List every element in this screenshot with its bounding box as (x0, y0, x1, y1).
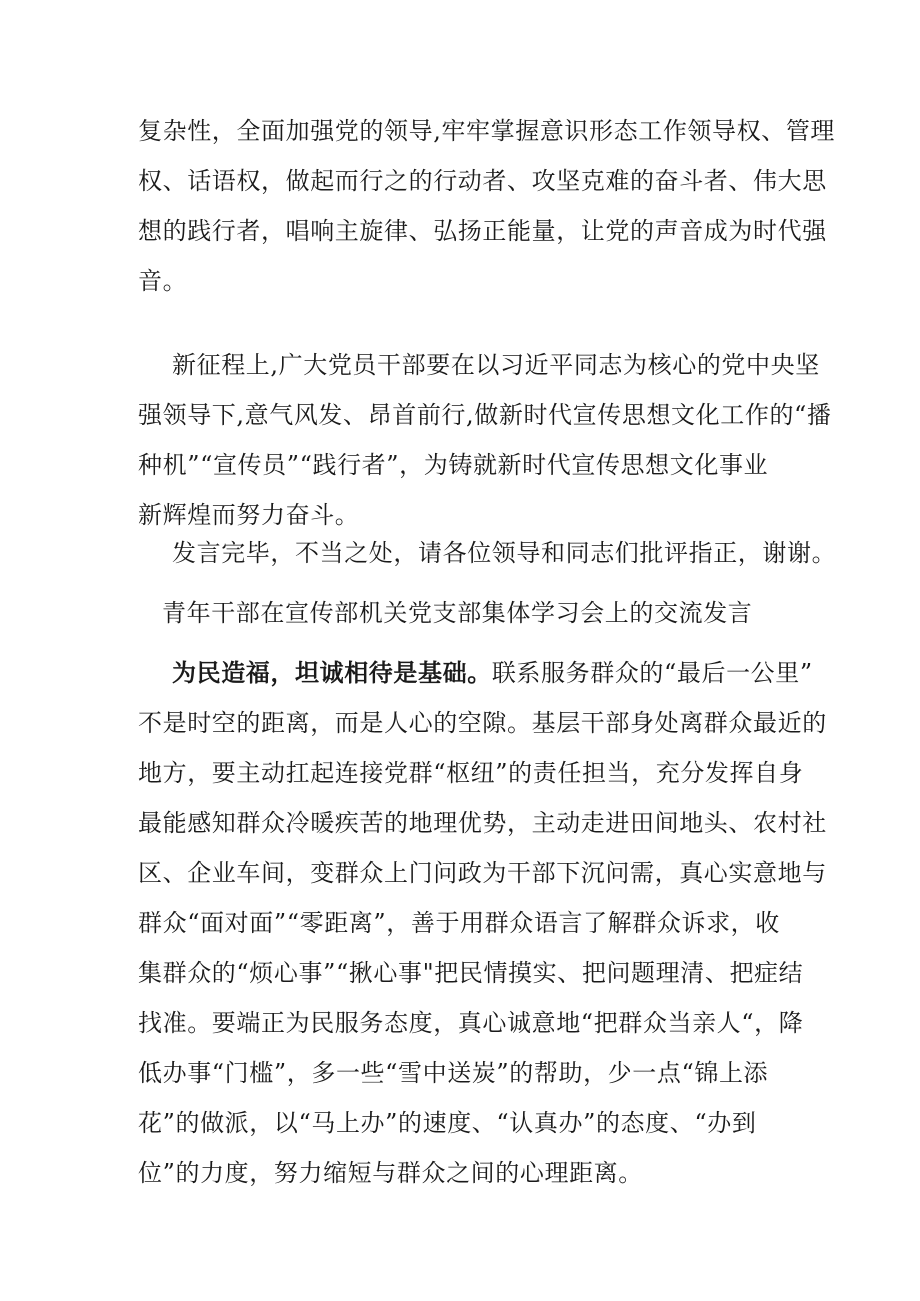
paragraph-3-line-7: 集群众的“烦心事”“揪心事"把民情摸实、把问题理清、把症结 (138, 959, 804, 987)
paragraph-2-line-2: 强领导下,意气风发、昂首前行,做新时代宣传思想文化工作的“播 (138, 401, 832, 429)
paragraph-3-line-1 (172, 658, 813, 688)
paragraph-3-line-1-rest: 联系服务群众的“最后一公里” (491, 659, 813, 687)
paragraph-3-line-8: 找准。要端正为民服务态度，真心诚意地“把群众当亲人“，降 (138, 1009, 804, 1037)
paragraph-1-line-3: 想的践行者，唱响主旋律、弘扬正能量，让党的声音成为时代强 (138, 217, 827, 245)
paragraph-3-line-2: 不是时空的距离，而是人心的空隙。基层干部身处离群众最近的 (138, 709, 827, 737)
paragraph-3-line-4: 最能感知群众冷暖疾苦的地理优势，主动走进田间地头、农村社 (138, 809, 827, 837)
paragraph-2-line-4: 新辉煌而努力奋斗。 (138, 501, 360, 529)
paragraph-3-line-3: 地方，要主动扛起连接党群“枢纽”的责任担当，充分发挥自身 (138, 759, 804, 787)
paragraph-3-line-9: 低办事“门槛”，多一些“雪中送炭”的帮助，少一点“锦上添 (138, 1059, 769, 1087)
paragraph-3-lead: 为民造福，坦诚相待是基础。 (172, 658, 492, 687)
closing-remark: 发言完毕，不当之处，请各位领导和同志们批评指正，谢谢。 (172, 539, 837, 567)
paragraph-1-line-1: 复杂性，全面加强党的领导,牢牢掌握意识形态工作领导权、管理 (138, 117, 836, 145)
paragraph-3-line-6: 群众“面对面”“零距离”，善于用群众语言了解群众诉求，收 (138, 909, 780, 937)
paragraph-2-line-3: 种机”“宣传员”“践行者”，为铸就新时代宣传思想文化事业 (138, 451, 769, 479)
paragraph-3-line-10: 花”的做派，以“马上办”的速度、“认真办”的态度、“办到 (138, 1109, 757, 1137)
paragraph-1-line-4: 音。 (138, 267, 188, 295)
paragraph-1-line-2: 权、话语权，做起而行之的行动者、攻坚克难的奋斗者、伟大思 (138, 167, 827, 195)
paragraph-2-line-1: 新征程上,广大党员干部要在以习近平同志为核心的党中央坚 (172, 351, 820, 379)
paragraph-3-line-5: 区、企业车间，变群众上门问政为干部下沉问需，真心实意地与 (138, 859, 827, 887)
section-title: 青年干部在宣传部机关党支部集体学习会上的交流发言 (162, 599, 753, 627)
paragraph-3-line-11: 位”的力度，努力缩短与群众之间的心理距离。 (138, 1159, 643, 1187)
